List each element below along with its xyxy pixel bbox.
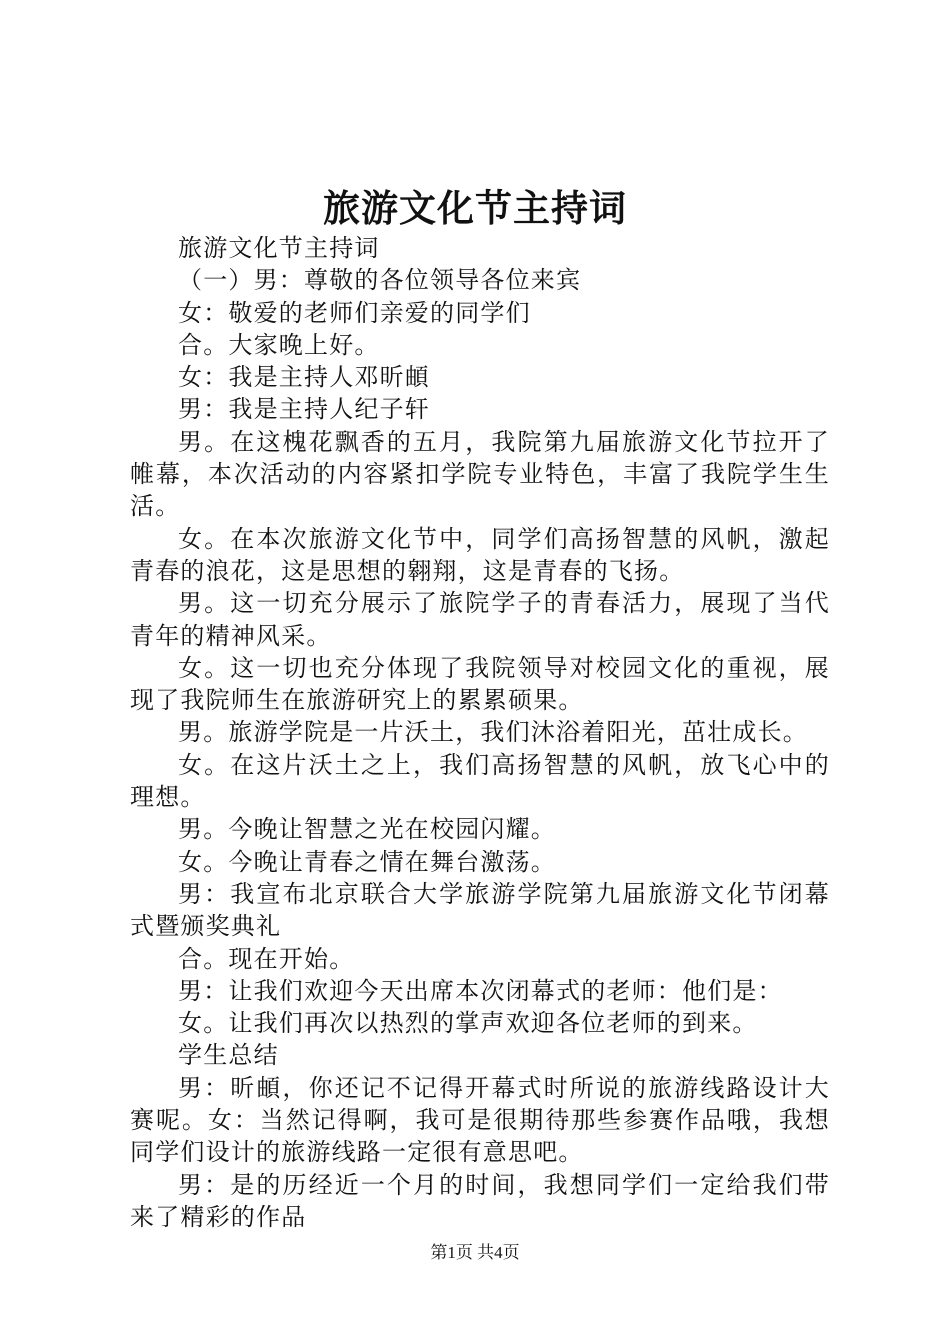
paragraph: 旅游文化节主持词: [178, 234, 380, 262]
paragraph: 女：我是主持人邓昕頔: [178, 363, 430, 392]
paragraph: 男：我是主持人纪子轩: [178, 395, 430, 424]
paragraph: 男。旅游学院是一片沃土，我们沐浴着阳光，茁壮成长。: [178, 718, 808, 747]
paragraph: 男：我宣布北京联合大学旅游学院第九届旅游文化节闭幕式暨颁奖典礼: [130, 879, 830, 941]
paragraph: 男：让我们欢迎今天出席本次闭幕式的老师：他们是：: [178, 976, 783, 1005]
paragraph: 女。在这片沃土之上，我们高扬智慧的风帆，放飞心中的理想。: [130, 750, 830, 812]
paragraph: （一）男：尊敬的各位领导各位来宾: [178, 266, 582, 295]
document-body: [130, 232, 830, 1233]
paragraph: 女：敬爱的老师们亲爱的同学们: [178, 298, 531, 327]
paragraph: 合。现在开始。: [178, 944, 355, 973]
paragraph: 男。这一切充分展示了旅院学子的青春活力，展现了当代青年的精神风采。: [130, 589, 830, 650]
page-title: 旅游文化节主持词: [323, 186, 627, 230]
page-footer: 第1页 共4页: [430, 1243, 520, 1262]
paragraph: 男：昕頔，你还记不记得开幕式时所说的旅游线路设计大赛呢。女：当然记得啊，我可是很期待那些参赛作品哦，我想同学们设计的旅游线路一定很有意思吧。: [130, 1073, 830, 1167]
paragraph: 男：是的历经近一个月的时间，我想同学们一定给我们带来了精彩的作品: [130, 1170, 830, 1231]
paragraph: 合。大家晚上好。: [178, 330, 380, 359]
paragraph: 男。在这槐花飘香的五月，我院第九届旅游文化节拉开了帷幕，本次活动的内容紧扣学院专业特色，丰富了我院学生生活。: [130, 427, 830, 521]
paragraph: 女。这一切也充分体现了我院领导对校园文化的重视，展现了我院师生在旅游研究上的累累硕果。: [130, 653, 830, 715]
paragraph: 男。今晚让智慧之光在校园闪耀。: [178, 815, 556, 844]
paragraph: 女。在本次旅游文化节中，同学们高扬智慧的风帆，激起青春的浪花，这是思想的翱翔，这是青春的飞扬。: [130, 524, 830, 585]
paragraph: 学生总结: [178, 1041, 279, 1070]
paragraph: 女。今晚让青春之情在舞台激荡。: [178, 847, 556, 876]
paragraph: 女。让我们再次以热烈的掌声欢迎各位老师的到来。: [178, 1009, 758, 1038]
